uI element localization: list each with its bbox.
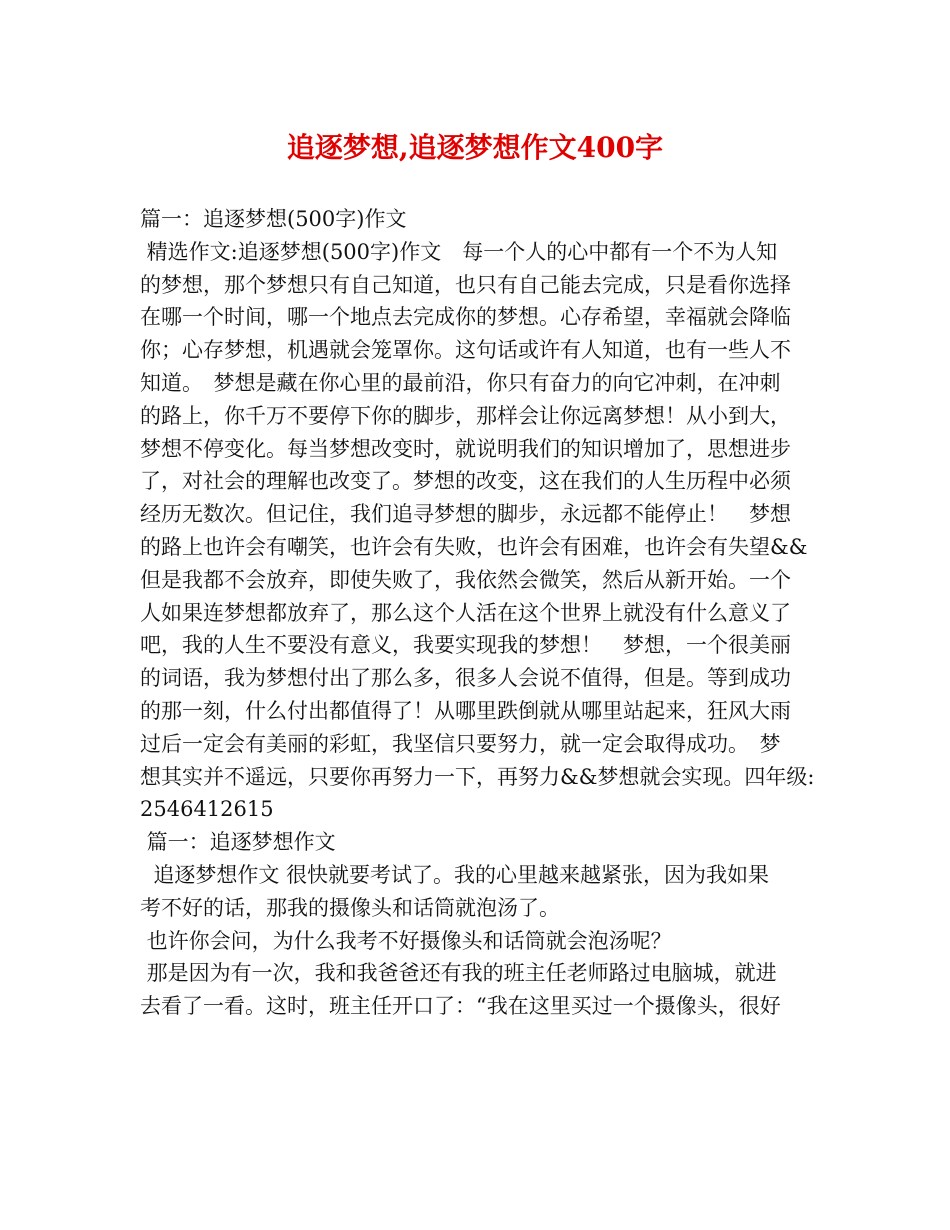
text-line: 篇一：追逐梦想作文 bbox=[140, 830, 336, 855]
text-line: 梦想不停变化。每当梦想改变时，就说明我们的知识增加了，思想进步 bbox=[140, 436, 791, 461]
text-line: 精选作文:追逐梦想(500字)作文 每一个人的心中都有一个不为人知 bbox=[140, 239, 778, 264]
text-line: 2546412615 bbox=[140, 797, 274, 822]
text-line: 的词语，我为梦想付出了那么多，很多人会说不值得，但是。等到成功 bbox=[140, 666, 791, 691]
text-line: 那是因为有一次，我和我爸爸还有我的班主任老师路过电脑城，就进 bbox=[140, 961, 777, 986]
text-line: 了，对社会的理解也改变了。梦想的改变，这在我们的人生历程中必须 bbox=[140, 469, 791, 494]
text-line: 在哪一个时间，哪一个地点去完成你的梦想。心存希望，幸福就会降临 bbox=[140, 305, 791, 330]
text-line: 考不好的话，那我的摄像头和话筒就泡汤了。 bbox=[140, 895, 560, 920]
text-line: 的路上也许会有嘲笑，也许会有失败，也许会有困难，也许会有失望&& bbox=[140, 534, 808, 559]
text-line: 追逐梦想作文 很快就要考试了。我的心里越来越紧张，因为我如果 bbox=[140, 862, 770, 887]
text-line: 的路上，你千万不要停下你的脚步，那样会让你远离梦想！从小到大， bbox=[140, 403, 791, 428]
text-line: 篇一：追逐梦想(500字)作文 bbox=[140, 207, 407, 231]
text-line: 你；心存梦想，机遇就会笼罩你。这句话或许有人知道，也有一些人不 bbox=[140, 338, 791, 363]
text-line: 想其实并不遥远，只要你再努力一下，再努力&&梦想就会实现。四年级: bbox=[140, 764, 815, 789]
text-line: 吧，我的人生不要没有意义，我要实现我的梦想！ 梦想，一个很美丽 bbox=[140, 633, 791, 658]
text-line: 知道。 梦想是藏在你心里的最前沿，你只有奋力的向它冲刺，在冲刺 bbox=[140, 370, 781, 395]
text-line: 的那一刻，什么付出都值得了！从哪里跌倒就从哪里站起来，狂风大雨 bbox=[140, 698, 791, 723]
text-line: 过后一定会有美丽的彩虹，我坚信只要努力，就一定会取得成功。 梦 bbox=[140, 731, 781, 756]
text-line: 也许你会问，为什么我考不好摄像头和话筒就会泡汤呢？ bbox=[140, 928, 672, 953]
text-line: 经历无数次。但记住，我们追寻梦想的脚步，永远都不能停止！ 梦想 bbox=[140, 502, 791, 527]
text-line: 的梦想，那个梦想只有自己知道，也只有自己能去完成，只是看你选择 bbox=[140, 272, 791, 297]
text-line: 人如果连梦想都放弃了，那么这个人活在这个世界上就没有什么意义了 bbox=[140, 600, 791, 625]
document-body bbox=[140, 203, 820, 1023]
document-title: 追逐梦想,追逐梦想作文400字 bbox=[286, 131, 664, 164]
text-line: 去看了一看。这时，班主任开口了：“我在这里买过一个摄像头，很好 bbox=[140, 994, 781, 1019]
text-line: 但是我都不会放弃，即使失败了，我依然会微笑，然后从新开始。一个 bbox=[140, 567, 791, 592]
